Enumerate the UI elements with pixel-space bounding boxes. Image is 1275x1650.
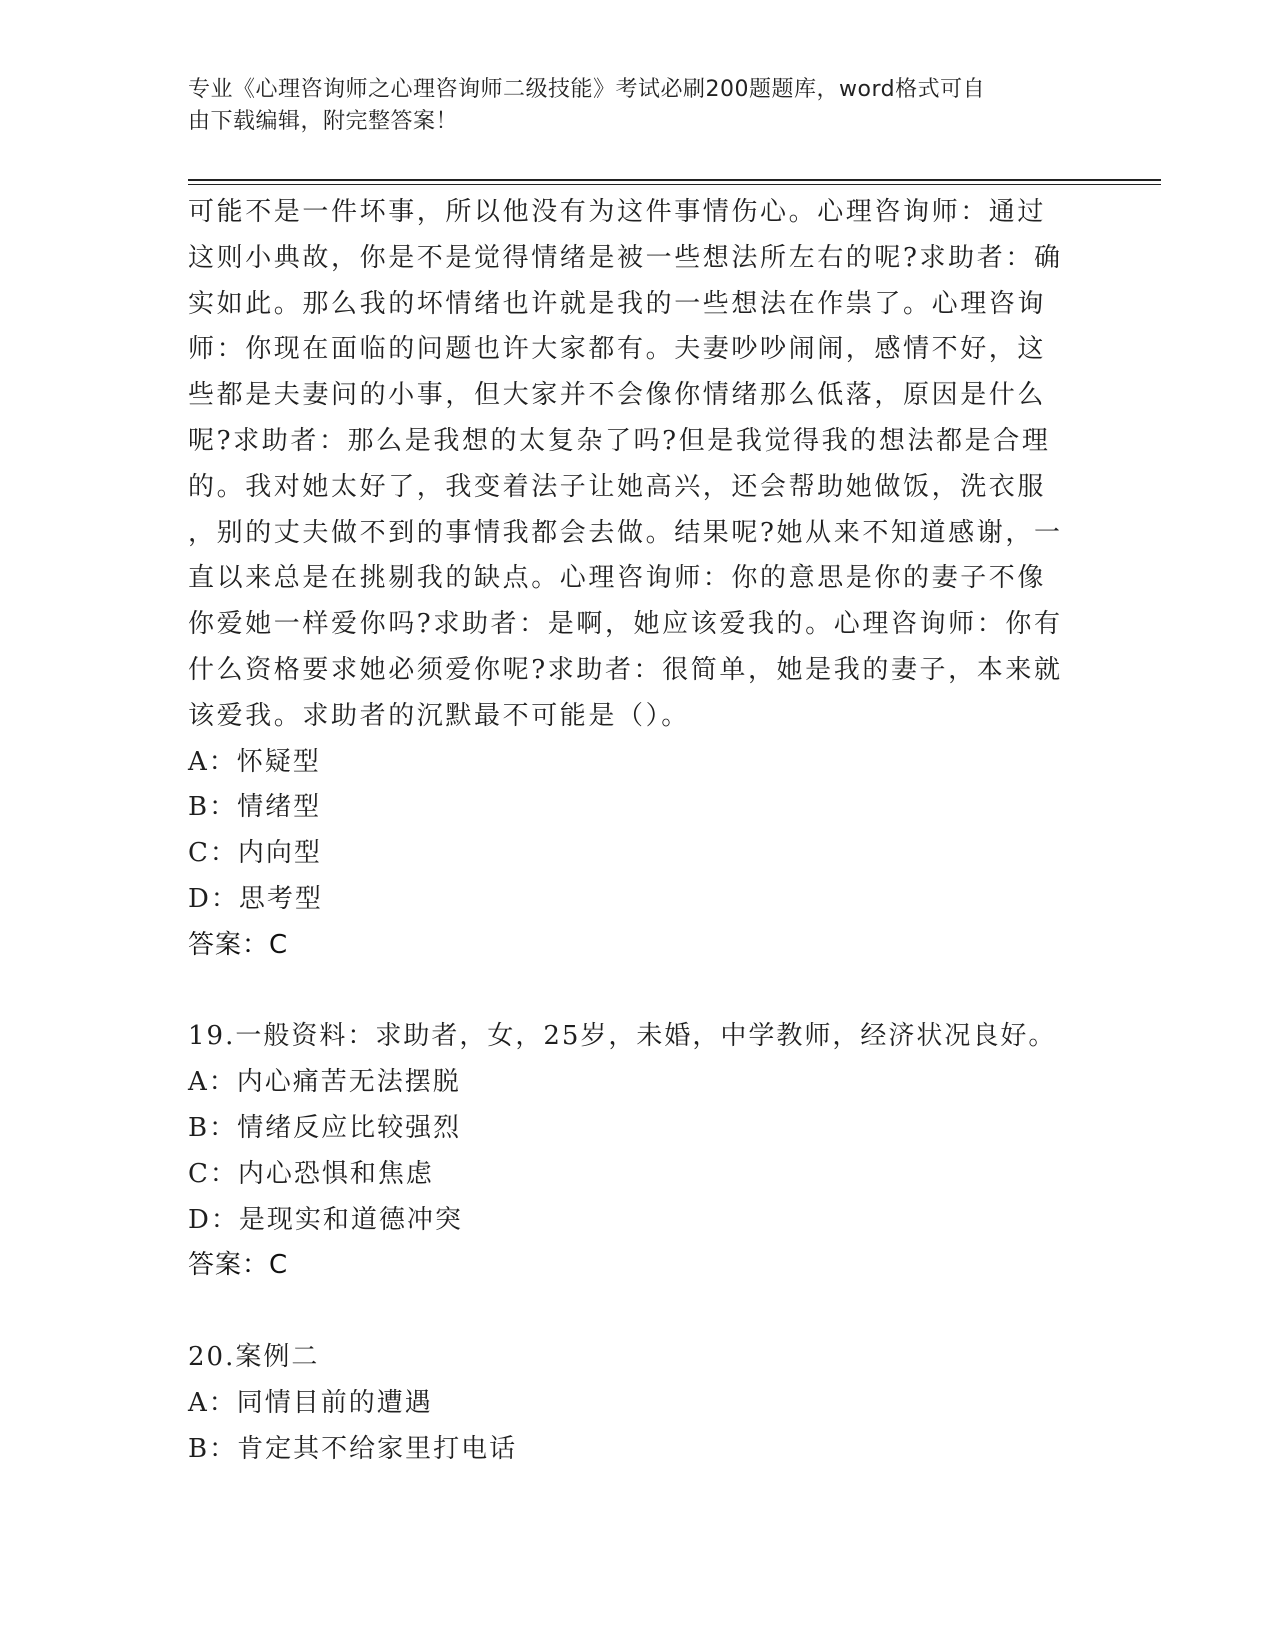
q18-answer: 答案：C [188, 929, 289, 960]
header-divider [188, 179, 1161, 181]
passage-line: 实如此。那么我的坏情绪也许就是我的一些想法在作祟了。心理咨询 [188, 288, 1047, 319]
passage-line: 些都是夫妻问的小事，但大家并不会像你情绪那么低落，原因是什么 [188, 380, 1047, 411]
passage-line: 什么资格要求她必须爱你呢?求助者：很简单，她是我的妻子，本来就 [188, 654, 1063, 685]
spacer [188, 1289, 1088, 1335]
passage-line: 呢?求助者：那么是我想的太复杂了吗?但是我觉得我的想法都是合理 [188, 425, 1051, 456]
q20-option-b: B：肯定其不给家里打电话 [188, 1433, 518, 1464]
q18-option-d: D：思考型 [188, 883, 323, 914]
passage-line: 的。我对她太好了，我变着法子让她高兴，还会帮助她做饭，洗衣服 [188, 471, 1047, 502]
q18-option-c: C：内向型 [188, 838, 322, 869]
passage-line: ，别的丈夫做不到的事情我都会去做。结果呢?她从来不知道感谢，一 [188, 517, 1063, 548]
passage-line: 师：你现在面临的问题也许大家都有。夫妻吵吵闹闹，感情不好，这 [188, 334, 1047, 365]
passage-line: 这则小典故，你是不是觉得情绪是被一些想法所左右的呢?求助者：确 [188, 242, 1063, 273]
q18-option-a: A：怀疑型 [188, 746, 321, 777]
page-header [188, 74, 1068, 138]
header-divider-thin [188, 184, 1161, 185]
header-title-line-1: 专业《心理咨询师之心理咨询师二级技能》考试必刷200题题库，word格式可自 [188, 77, 986, 102]
spacer [188, 969, 1088, 1015]
passage-line: 可能不是一件坏事，所以他没有为这件事情伤心。心理咨询师：通过 [188, 197, 1047, 227]
q20-title: 20.案例二 [188, 1341, 320, 1372]
q19-title: 19.一般资料：求助者，女，25岁，未婚，中学教师，经济状况良好。 [188, 1021, 1057, 1052]
q20-option-a: A：同情目前的遭遇 [188, 1387, 433, 1418]
header-title-line-2: 由下载编辑，附完整答案！ [188, 109, 459, 134]
q19-option-d: D：是现实和道德冲突 [188, 1204, 463, 1235]
q19-answer: 答案：C [188, 1250, 289, 1281]
passage-line: 直以来总是在挑剔我的缺点。心理咨询师：你的意思是你的妻子不像 [188, 563, 1047, 594]
passage-line: 你爱她一样爱你吗?求助者：是啊，她应该爱我的。心理咨询师：你有 [188, 609, 1063, 640]
question-content [188, 190, 1088, 1472]
passage-line: 该爱我。求助者的沉默最不可能是（）。 [188, 700, 690, 731]
q19-option-c: C：内心恐惧和焦虑 [188, 1158, 434, 1189]
q19-option-b: B：情绪反应比较强烈 [188, 1112, 462, 1143]
q19-option-a: A：内心痛苦无法摆脱 [188, 1067, 461, 1098]
q18-option-b: B：情绪型 [188, 792, 322, 823]
q18-passage [188, 190, 1086, 740]
